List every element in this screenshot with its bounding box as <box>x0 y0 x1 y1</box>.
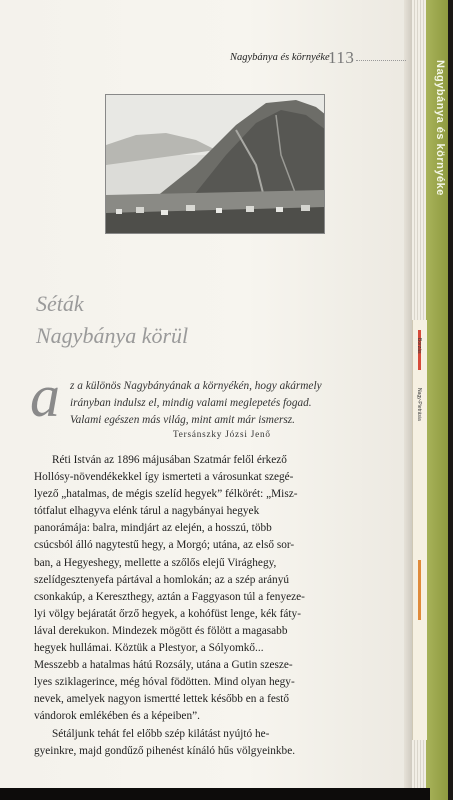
chapter-title-line2: Nagybánya körül <box>36 323 189 348</box>
body-line: lyező „hatalmas, de mégis szelíd hegyek” félkörét: „Misz- <box>34 488 298 501</box>
body-line: Sétáljunk tehát fel előbb szép kilátást nyújtó he- <box>52 727 270 740</box>
body-line: csonkakúp, a Kereszthegy, aztán a Faggyason túl a fenyeze- <box>34 590 305 603</box>
header-rule <box>356 60 406 61</box>
body-line: hegyek hullámai. Köztük a Plestyor, a Sólyomkő... <box>34 642 264 655</box>
map-road-line <box>418 560 421 620</box>
body-line: Réti István az 1896 májusában Szatmár felől érkező <box>52 454 287 466</box>
body-line: Hollósy-növendékekkel így ismerteti a városunkat szegé- <box>34 471 294 484</box>
body-text <box>34 452 334 760</box>
epigraph-line: z a különös Nagybányának a környékén, hogy akármely <box>70 380 322 392</box>
body-line: csúcsból álló nagytestű hegy, a Morgó; utána, az első sor- <box>34 539 295 552</box>
mountain-photo <box>105 94 325 234</box>
epigraph-author: Tersánszky Józsi Jenő <box>173 429 271 439</box>
chapter-title <box>36 288 188 352</box>
chapter-title-line1: Séták <box>36 291 84 316</box>
body-line: szelídgesztenyefa pártával a homlokán; az a szép arányú <box>34 573 289 586</box>
body-line: lyes sziklagerince, még hóval födötten. Mind olyan hegy- <box>34 676 295 689</box>
section-tab-label: Nagybánya és környéke <box>434 60 446 196</box>
body-line: panorámája: balra, mindjárt az elején, a hosszú, több <box>34 522 272 535</box>
body-line: vándorok emlékében és a képeiben”. <box>34 710 200 723</box>
body-line: ban, a Hegyeshegy, mellette a szőlős elejű Virághegy, <box>34 556 277 569</box>
map-label-nagy-pietrasia: Nagy-Pietrásia <box>416 388 422 421</box>
page-bottom-shadow <box>0 788 430 800</box>
page-gutter-shadow <box>404 0 412 800</box>
body-line: tótfalut elhagyva elénk tárul a nagybányai hegyek <box>34 505 260 518</box>
body-line: Messzebb a hatalmas hátú Rozsály, utána a Gutin szesze- <box>34 659 293 672</box>
running-header: Nagybánya és környéke <box>230 52 330 63</box>
epigraph-line: irányban indulsz el, mindig valami meglepetés fogad. <box>70 396 312 409</box>
body-line: gyeinkre, majd gondűző pihenést kínáló hűs völgyeinkbe. <box>34 744 296 757</box>
folded-map-edge <box>412 320 427 740</box>
body-line: nevek, amelyek nagyon ismertté lettek később en a festő <box>34 693 290 706</box>
epigraph-text <box>70 378 330 428</box>
epigraph-drop-cap: a <box>30 363 60 429</box>
body-line: lával derekukon. Mindezek mögött és fölött a magasabb <box>34 624 288 637</box>
epigraph-line: Valami egészen más világ, mint amit már ismersz. <box>70 413 295 426</box>
page-number: 113 <box>328 48 355 67</box>
body-line: lyi völgy bejáratát őrző hegyek, a kohófüst lenge, kék fáty- <box>34 607 301 620</box>
map-label-borzas: Borzás <box>416 338 422 354</box>
